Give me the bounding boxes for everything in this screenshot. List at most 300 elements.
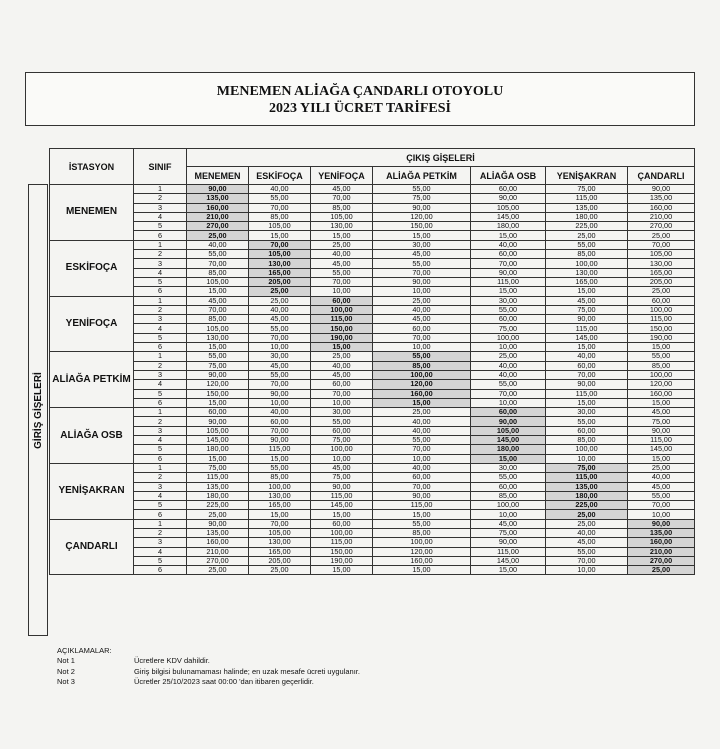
- fare-cell: 15,00: [311, 510, 373, 519]
- fare-cell: 70,00: [546, 556, 628, 565]
- fare-cell: 180,00: [471, 222, 546, 231]
- fare-cell: 70,00: [249, 380, 311, 389]
- fare-cell: 25,00: [546, 231, 628, 240]
- fare-cell: 10,00: [628, 510, 695, 519]
- fare-cell: 205,00: [249, 277, 311, 286]
- fare-cell: 45,00: [373, 250, 471, 259]
- fare-cell: 60,00: [249, 417, 311, 426]
- class-cell: 6: [134, 454, 187, 463]
- fare-cell: 135,00: [187, 194, 249, 203]
- station-header: İSTASYON: [50, 149, 134, 185]
- fare-cell: 60,00: [373, 473, 471, 482]
- fare-cell: 15,00: [187, 343, 249, 352]
- fare-cell: 85,00: [187, 268, 249, 277]
- fare-cell: 180,00: [187, 445, 249, 454]
- class-cell: 2: [134, 473, 187, 482]
- fare-cell: 30,00: [471, 296, 546, 305]
- class-cell: 5: [134, 222, 187, 231]
- note-item: [57, 667, 360, 677]
- class-cell: 1: [134, 408, 187, 417]
- class-header: SINIF: [134, 149, 187, 185]
- fare-cell: 15,00: [546, 343, 628, 352]
- table-row: [50, 315, 695, 324]
- fare-cell: 135,00: [628, 194, 695, 203]
- exit-column-header: ÇANDARLI: [628, 167, 695, 185]
- fare-cell: 70,00: [373, 333, 471, 342]
- title-line-2: 2023 YILI ÜCRET TARİFESİ: [269, 101, 451, 116]
- fare-cell: 90,00: [471, 268, 546, 277]
- station-name: MENEMEN: [50, 185, 134, 241]
- fare-cell: 10,00: [249, 398, 311, 407]
- fare-cell: 100,00: [546, 259, 628, 268]
- fare-cell: 90,00: [187, 417, 249, 426]
- fare-cell: 30,00: [249, 352, 311, 361]
- fare-cell: 120,00: [187, 380, 249, 389]
- title-line-1: MENEMEN ALİAĞA ÇANDARLI OTOYOLU: [216, 84, 504, 99]
- exit-column-header: YENİŞAKRAN: [546, 167, 628, 185]
- fare-cell: 70,00: [311, 277, 373, 286]
- fare-cell: 60,00: [471, 408, 546, 417]
- exit-column-header: ALİAĞA PETKİM: [373, 167, 471, 185]
- fare-cell: 55,00: [373, 185, 471, 194]
- class-cell: 1: [134, 463, 187, 472]
- fare-cell: 55,00: [373, 519, 471, 528]
- fare-cell: 45,00: [546, 296, 628, 305]
- fare-cell: 60,00: [471, 185, 546, 194]
- fare-cell: 130,00: [249, 538, 311, 547]
- fare-cell: 70,00: [471, 259, 546, 268]
- fare-cell: 130,00: [546, 268, 628, 277]
- fare-cell: 100,00: [373, 370, 471, 379]
- fare-cell: 145,00: [187, 436, 249, 445]
- fare-cell: 10,00: [373, 454, 471, 463]
- fare-cell: 75,00: [311, 473, 373, 482]
- table-row: [50, 370, 695, 379]
- fare-cell: 45,00: [373, 315, 471, 324]
- table-row: [50, 240, 695, 249]
- fare-cell: 115,00: [546, 194, 628, 203]
- fare-cell: 45,00: [249, 315, 311, 324]
- fare-cell: 60,00: [546, 426, 628, 435]
- exit-column-header: ALİAĞA OSB: [471, 167, 546, 185]
- fare-cell: 90,00: [249, 389, 311, 398]
- table-row: [50, 203, 695, 212]
- fare-cell: 115,00: [628, 315, 695, 324]
- fare-cell: 105,00: [471, 426, 546, 435]
- fare-cell: 70,00: [373, 482, 471, 491]
- fare-cell: 145,00: [471, 212, 546, 221]
- station-name: ALİAĞA PETKİM: [50, 352, 134, 408]
- class-cell: 2: [134, 194, 187, 203]
- fare-cell: 25,00: [373, 408, 471, 417]
- fare-cell: 60,00: [546, 361, 628, 370]
- fare-cell: 25,00: [546, 510, 628, 519]
- note-item: [57, 656, 360, 666]
- class-cell: 3: [134, 538, 187, 547]
- fare-cell: 100,00: [249, 482, 311, 491]
- table-row: [50, 398, 695, 407]
- fare-cell: 40,00: [249, 185, 311, 194]
- fare-cell: 120,00: [373, 380, 471, 389]
- fare-cell: 55,00: [471, 473, 546, 482]
- table-row: [50, 436, 695, 445]
- fare-cell: 190,00: [628, 333, 695, 342]
- fare-cell: 25,00: [628, 287, 695, 296]
- table-row: [50, 222, 695, 231]
- fare-cell: 45,00: [311, 259, 373, 268]
- fare-cell: 60,00: [373, 324, 471, 333]
- fare-cell: 90,00: [471, 417, 546, 426]
- class-cell: 3: [134, 259, 187, 268]
- class-cell: 3: [134, 426, 187, 435]
- table-row: [50, 268, 695, 277]
- fare-cell: 30,00: [373, 240, 471, 249]
- fare-cell: 115,00: [373, 501, 471, 510]
- fare-cell: 150,00: [373, 222, 471, 231]
- class-cell: 4: [134, 547, 187, 556]
- fare-cell: 160,00: [187, 538, 249, 547]
- table-row: [50, 482, 695, 491]
- fare-cell: 40,00: [311, 361, 373, 370]
- fare-cell: 25,00: [187, 566, 249, 575]
- fare-cell: 90,00: [311, 482, 373, 491]
- fare-cell: 130,00: [628, 259, 695, 268]
- fare-cell: 40,00: [471, 240, 546, 249]
- fare-cell: 60,00: [471, 250, 546, 259]
- class-cell: 5: [134, 277, 187, 286]
- fare-cell: 60,00: [187, 408, 249, 417]
- fare-cell: 100,00: [628, 305, 695, 314]
- table-row: [50, 473, 695, 482]
- class-cell: 3: [134, 370, 187, 379]
- fare-cell: 160,00: [628, 203, 695, 212]
- fare-cell: 120,00: [628, 380, 695, 389]
- table-row: [50, 491, 695, 500]
- fare-cell: 145,00: [471, 556, 546, 565]
- fare-cell: 10,00: [471, 398, 546, 407]
- class-cell: 4: [134, 268, 187, 277]
- table-row: [50, 547, 695, 556]
- fare-cell: 55,00: [249, 370, 311, 379]
- fare-cell: 55,00: [187, 352, 249, 361]
- station-name: YENİFOÇA: [50, 296, 134, 352]
- fare-cell: 210,00: [187, 212, 249, 221]
- fare-cell: 75,00: [187, 463, 249, 472]
- fare-cell: 90,00: [187, 519, 249, 528]
- fare-cell: 45,00: [471, 519, 546, 528]
- fare-cell: 85,00: [471, 491, 546, 500]
- fare-cell: 270,00: [628, 556, 695, 565]
- fare-cell: 90,00: [471, 538, 546, 547]
- fare-cell: 85,00: [546, 436, 628, 445]
- fare-cell: 40,00: [471, 370, 546, 379]
- fare-cell: 90,00: [546, 380, 628, 389]
- fare-cell: 55,00: [628, 491, 695, 500]
- fare-cell: 40,00: [249, 408, 311, 417]
- fare-cell: 10,00: [311, 287, 373, 296]
- fare-cell: 10,00: [373, 343, 471, 352]
- fare-cell: 135,00: [546, 482, 628, 491]
- fare-cell: 205,00: [628, 277, 695, 286]
- fare-cell: 15,00: [373, 510, 471, 519]
- fare-cell: 40,00: [373, 426, 471, 435]
- class-cell: 2: [134, 361, 187, 370]
- table-row: [50, 296, 695, 305]
- fare-cell: 55,00: [546, 417, 628, 426]
- fare-cell: 105,00: [187, 324, 249, 333]
- exit-column-header: YENİFOÇA: [311, 167, 373, 185]
- class-cell: 1: [134, 519, 187, 528]
- entry-gates-side-label: [28, 184, 48, 636]
- fare-cell: 115,00: [628, 436, 695, 445]
- class-cell: 2: [134, 250, 187, 259]
- fare-cell: 70,00: [546, 370, 628, 379]
- table-row: [50, 501, 695, 510]
- fare-cell: 30,00: [471, 463, 546, 472]
- fare-cell: 105,00: [311, 212, 373, 221]
- class-cell: 5: [134, 445, 187, 454]
- fare-cell: 60,00: [311, 380, 373, 389]
- fare-cell: 45,00: [249, 361, 311, 370]
- fare-cell: 85,00: [249, 212, 311, 221]
- class-cell: 6: [134, 343, 187, 352]
- fare-cell: 105,00: [187, 426, 249, 435]
- fare-cell: 115,00: [187, 473, 249, 482]
- fare-cell: 100,00: [311, 528, 373, 537]
- fare-cell: 25,00: [311, 352, 373, 361]
- table-row: [50, 231, 695, 240]
- fare-cell: 45,00: [187, 296, 249, 305]
- fare-cell: 15,00: [628, 398, 695, 407]
- class-cell: 4: [134, 436, 187, 445]
- fare-cell: 270,00: [187, 556, 249, 565]
- fare-cell: 135,00: [628, 528, 695, 537]
- fare-cell: 15,00: [546, 398, 628, 407]
- fare-cell: 10,00: [471, 343, 546, 352]
- fare-cell: 105,00: [249, 222, 311, 231]
- class-cell: 1: [134, 296, 187, 305]
- fare-cell: 15,00: [471, 454, 546, 463]
- fare-cell: 205,00: [249, 556, 311, 565]
- fare-cell: 225,00: [546, 501, 628, 510]
- fare-cell: 100,00: [471, 333, 546, 342]
- station-name: YENİŞAKRAN: [50, 463, 134, 519]
- fare-cell: 55,00: [311, 417, 373, 426]
- table-row: [50, 333, 695, 342]
- fare-cell: 160,00: [628, 389, 695, 398]
- fare-cell: 40,00: [187, 240, 249, 249]
- fare-cell: 25,00: [249, 296, 311, 305]
- note-number: Not 3: [57, 676, 75, 686]
- fare-cell: 40,00: [628, 473, 695, 482]
- fare-cell: 30,00: [546, 408, 628, 417]
- fare-cell: 10,00: [546, 454, 628, 463]
- fare-cell: 75,00: [311, 436, 373, 445]
- fare-cell: 15,00: [373, 231, 471, 240]
- table-row: [50, 305, 695, 314]
- table-row: [50, 538, 695, 547]
- fare-cell: 160,00: [628, 538, 695, 547]
- table-row: [50, 352, 695, 361]
- fare-cell: 15,00: [249, 510, 311, 519]
- fare-cell: 40,00: [373, 417, 471, 426]
- fare-cell: 90,00: [373, 203, 471, 212]
- fare-cell: 15,00: [311, 231, 373, 240]
- fare-cell: 75,00: [471, 324, 546, 333]
- fare-cell: 40,00: [471, 361, 546, 370]
- fare-cell: 15,00: [471, 287, 546, 296]
- fare-cell: 70,00: [311, 194, 373, 203]
- table-row: [50, 408, 695, 417]
- fare-cell: 180,00: [187, 491, 249, 500]
- fare-cell: 60,00: [471, 315, 546, 324]
- fare-cell: 90,00: [373, 491, 471, 500]
- fare-cell: 25,00: [311, 240, 373, 249]
- fare-cell: 100,00: [311, 305, 373, 314]
- station-name: ÇANDARLI: [50, 519, 134, 575]
- fare-cell: 90,00: [546, 315, 628, 324]
- fare-cell: 90,00: [249, 436, 311, 445]
- fare-cell: 70,00: [187, 305, 249, 314]
- tariff-title-box: [25, 72, 695, 126]
- fare-cell: 100,00: [373, 538, 471, 547]
- exit-column-header: ESKİFOÇA: [249, 167, 311, 185]
- fare-cell: 40,00: [249, 305, 311, 314]
- class-cell: 2: [134, 305, 187, 314]
- fare-cell: 60,00: [471, 482, 546, 491]
- fare-cell: 25,00: [628, 566, 695, 575]
- fare-cell: 90,00: [187, 185, 249, 194]
- fare-cell: 105,00: [187, 277, 249, 286]
- fare-cell: 15,00: [187, 454, 249, 463]
- table-row: [50, 259, 695, 268]
- fare-cell: 25,00: [471, 352, 546, 361]
- fare-cell: 165,00: [249, 501, 311, 510]
- note-text: Ücretlere KDV dahildir.: [134, 656, 210, 666]
- fare-cell: 70,00: [249, 333, 311, 342]
- fare-cell: 75,00: [187, 361, 249, 370]
- fare-cell: 55,00: [187, 250, 249, 259]
- fare-cell: 70,00: [249, 240, 311, 249]
- note-text: Giriş bilgisi bulunamaması halinde; en uzak mesafe ücreti uygulanır.: [134, 666, 360, 676]
- fare-cell: 135,00: [546, 203, 628, 212]
- notes-heading: AÇIKLAMALAR:: [57, 646, 112, 655]
- fare-cell: 10,00: [311, 454, 373, 463]
- fare-cell: 90,00: [187, 370, 249, 379]
- class-cell: 3: [134, 203, 187, 212]
- fare-cell: 70,00: [311, 389, 373, 398]
- fare-cell: 150,00: [187, 389, 249, 398]
- table-row: [50, 528, 695, 537]
- fare-cell: 15,00: [249, 231, 311, 240]
- fare-cell: 105,00: [628, 250, 695, 259]
- fare-cell: 105,00: [471, 203, 546, 212]
- fare-cell: 15,00: [187, 287, 249, 296]
- fare-cell: 70,00: [249, 426, 311, 435]
- fare-cell: 10,00: [311, 398, 373, 407]
- fare-cell: 90,00: [373, 277, 471, 286]
- class-cell: 6: [134, 398, 187, 407]
- fare-cell: 40,00: [373, 463, 471, 472]
- class-cell: 6: [134, 510, 187, 519]
- class-cell: 6: [134, 566, 187, 575]
- fare-cell: 15,00: [373, 398, 471, 407]
- fare-cell: 55,00: [471, 305, 546, 314]
- fare-cell: 15,00: [471, 566, 546, 575]
- fare-cell: 70,00: [249, 203, 311, 212]
- fare-cell: 60,00: [311, 296, 373, 305]
- fare-cell: 55,00: [373, 259, 471, 268]
- fare-cell: 180,00: [546, 212, 628, 221]
- fare-cell: 10,00: [249, 343, 311, 352]
- fare-cell: 70,00: [471, 389, 546, 398]
- fare-cell: 190,00: [311, 556, 373, 565]
- fare-cell: 55,00: [249, 324, 311, 333]
- fare-cell: 10,00: [471, 510, 546, 519]
- fare-cell: 135,00: [187, 528, 249, 537]
- fare-cell: 100,00: [628, 370, 695, 379]
- fare-cell: 55,00: [249, 194, 311, 203]
- table-row: [50, 417, 695, 426]
- station-name: ESKİFOÇA: [50, 240, 134, 296]
- class-cell: 4: [134, 380, 187, 389]
- class-cell: 6: [134, 287, 187, 296]
- fare-cell: 75,00: [546, 463, 628, 472]
- table-row: [50, 510, 695, 519]
- fare-cell: 225,00: [546, 222, 628, 231]
- class-cell: 3: [134, 482, 187, 491]
- fare-cell: 75,00: [628, 417, 695, 426]
- fare-cell: 45,00: [628, 482, 695, 491]
- fare-cell: 115,00: [546, 389, 628, 398]
- fare-cell: 25,00: [249, 287, 311, 296]
- fare-cell: 120,00: [373, 547, 471, 556]
- table-row: [50, 361, 695, 370]
- fare-cell: 100,00: [471, 501, 546, 510]
- fare-cell: 75,00: [546, 305, 628, 314]
- fare-cell: 85,00: [373, 361, 471, 370]
- fare-cell: 115,00: [546, 473, 628, 482]
- fare-cell: 45,00: [628, 408, 695, 417]
- class-cell: 5: [134, 556, 187, 565]
- notes-section: [57, 646, 360, 687]
- fare-cell: 25,00: [373, 296, 471, 305]
- table-row: [50, 277, 695, 286]
- fare-cell: 160,00: [187, 203, 249, 212]
- fare-cell: 60,00: [628, 296, 695, 305]
- note-text: Ücretler 25/10/2023 saat 00:00 'dan itibaren geçerlidir.: [134, 676, 314, 686]
- fare-cell: 10,00: [546, 566, 628, 575]
- table-row: [50, 454, 695, 463]
- fare-cell: 160,00: [373, 556, 471, 565]
- fare-cell: 15,00: [373, 566, 471, 575]
- fare-cell: 15,00: [311, 343, 373, 352]
- table-row: [50, 445, 695, 454]
- fare-cell: 120,00: [373, 212, 471, 221]
- fare-cell: 70,00: [373, 445, 471, 454]
- table-row: [50, 463, 695, 472]
- fare-cell: 70,00: [249, 519, 311, 528]
- fare-cell: 70,00: [628, 501, 695, 510]
- fare-cell: 135,00: [187, 482, 249, 491]
- fare-cell: 100,00: [546, 445, 628, 454]
- fare-cell: 55,00: [311, 268, 373, 277]
- fare-cell: 115,00: [471, 547, 546, 556]
- fare-cell: 70,00: [628, 240, 695, 249]
- fare-cell: 25,00: [187, 231, 249, 240]
- fare-cell: 90,00: [471, 194, 546, 203]
- fare-cell: 55,00: [373, 352, 471, 361]
